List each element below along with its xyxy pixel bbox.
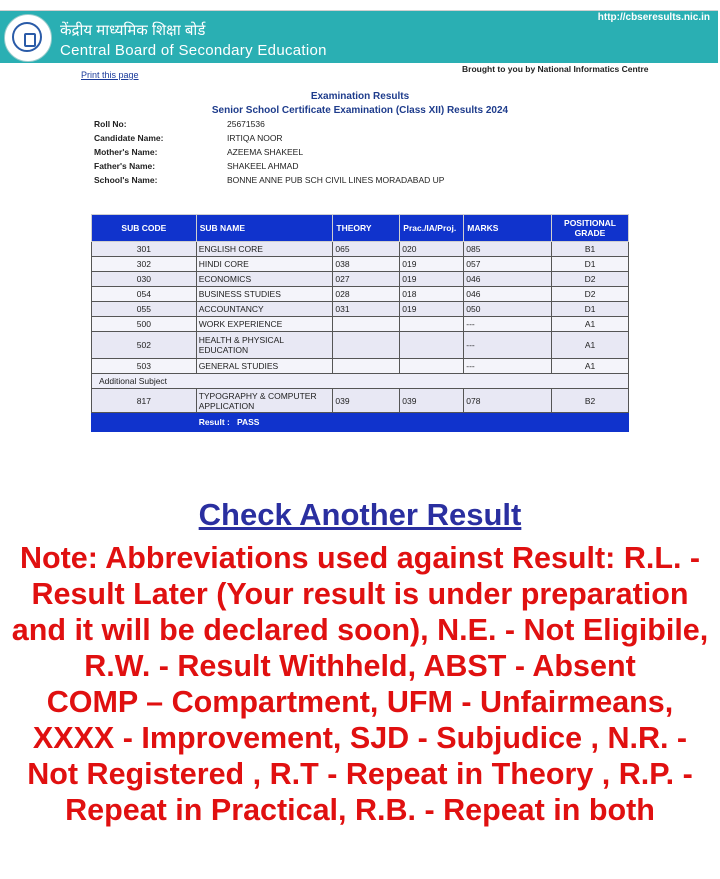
result-cell xyxy=(196,413,628,432)
total-marks: 050 xyxy=(464,302,552,317)
sub-name: HEALTH & PHYSICAL EDUCATION xyxy=(196,332,333,359)
mother-name-label: Mother's Name: xyxy=(94,147,158,157)
total-marks: 085 xyxy=(464,242,552,257)
total-marks: --- xyxy=(464,317,552,332)
col-header-marks: MARKS xyxy=(464,215,552,242)
practical-marks: 019 xyxy=(400,272,464,287)
grade: D2 xyxy=(552,287,629,302)
practical-marks: 019 xyxy=(400,302,464,317)
sub-name: ENGLISH CORE xyxy=(196,242,333,257)
table-row xyxy=(92,332,629,359)
practical-marks xyxy=(400,317,464,332)
sub-code: 503 xyxy=(92,359,197,374)
result-label: Result : xyxy=(198,417,230,427)
sub-code: 055 xyxy=(92,302,197,317)
col-header-theory: THEORY xyxy=(333,215,400,242)
practical-marks xyxy=(400,359,464,374)
roll-number-value: 25671536 xyxy=(227,119,265,129)
practical-marks: 039 xyxy=(400,389,464,413)
sub-code: 301 xyxy=(92,242,197,257)
school-name-value: BONNE ANNE PUB SCH CIVIL LINES MORADABAD UP xyxy=(227,175,445,185)
grade: A1 xyxy=(552,332,629,359)
grade: D1 xyxy=(552,257,629,272)
total-marks: 057 xyxy=(464,257,552,272)
page-title: Examination Results xyxy=(310,91,410,102)
table-row xyxy=(92,242,629,257)
practical-marks: 018 xyxy=(400,287,464,302)
table-row xyxy=(92,257,629,272)
practical-marks: 020 xyxy=(400,242,464,257)
grade: D2 xyxy=(552,272,629,287)
sub-name: HINDI CORE xyxy=(196,257,333,272)
additional-subject-row xyxy=(92,374,629,389)
sub-code: 817 xyxy=(92,389,197,413)
grade: A1 xyxy=(552,359,629,374)
additional-subject-label: Additional Subject xyxy=(92,374,629,389)
cbse-emblem-icon xyxy=(4,14,52,62)
print-page-link[interactable]: Print this page xyxy=(81,70,139,80)
sub-name: WORK EXPERIENCE xyxy=(196,317,333,332)
table-row xyxy=(92,317,629,332)
table-row xyxy=(92,287,629,302)
theory-marks: 031 xyxy=(333,302,400,317)
sub-name: ECONOMICS xyxy=(196,272,333,287)
marks-table xyxy=(91,214,629,432)
father-name-label: Father's Name: xyxy=(94,161,156,171)
note-paragraph-1: Note: Abbreviations used against Result: R.L. - Result Later (Your result is under preparation and it will be declared soon), N.E. - Not Eligibile, R.W. - Result Withheld, ABST - Absent xyxy=(11,541,709,683)
total-marks: 046 xyxy=(464,287,552,302)
total-marks: 078 xyxy=(464,389,552,413)
board-name-hindi: केंद्रीय माध्यमिक शिक्षा बोर्ड xyxy=(60,22,206,39)
theory-marks xyxy=(333,359,400,374)
note-paragraph-2: COMP – Compartment, UFM - Unfairmeans, XXXX - Improvement, SJD - Subjudice , N.R. - Not Registered , R.T - Repeat in Theory , R.P. - Repeat in Practical, R.B. - Repeat in both xyxy=(27,685,693,827)
roll-number-label: Roll No: xyxy=(94,119,127,129)
theory-marks: 028 xyxy=(333,287,400,302)
father-name-value: SHAKEEL AHMAD xyxy=(227,161,299,171)
exam-subtitle: Senior School Certificate Examination (Class XII) Results 2024 xyxy=(211,105,509,116)
col-header-sub-code: SUB CODE xyxy=(92,215,197,242)
brought-by-text: Brought to you by National Informatics Centre xyxy=(462,64,649,74)
site-url[interactable]: http://cbseresults.nic.in xyxy=(597,12,710,23)
theory-marks: 038 xyxy=(333,257,400,272)
table-row xyxy=(92,389,629,413)
theory-marks xyxy=(333,332,400,359)
total-marks: --- xyxy=(464,332,552,359)
sub-code: 500 xyxy=(92,317,197,332)
col-header-grade: POSITIONAL GRADE xyxy=(552,215,629,242)
board-name-english: Central Board of Secondary Education xyxy=(60,42,327,59)
col-header-sub-name: SUB NAME xyxy=(196,215,333,242)
school-name-label: School's Name: xyxy=(94,175,158,185)
table-row xyxy=(92,359,629,374)
mother-name-value: AZEEMA SHAKEEL xyxy=(227,147,304,157)
sub-name: TYPOGRAPHY & COMPUTER APPLICATION xyxy=(196,389,333,413)
candidate-name-value: IRTIQA NOOR xyxy=(227,133,283,143)
theory-marks: 039 xyxy=(333,389,400,413)
check-another-result-container xyxy=(0,497,720,533)
site-header xyxy=(0,10,718,63)
sub-code: 054 xyxy=(92,287,197,302)
grade: A1 xyxy=(552,317,629,332)
sub-name: BUSINESS STUDIES xyxy=(196,287,333,302)
result-row xyxy=(92,413,629,432)
grade: B1 xyxy=(552,242,629,257)
practical-marks xyxy=(400,332,464,359)
theory-marks xyxy=(333,317,400,332)
grade: B2 xyxy=(552,389,629,413)
sub-name: ACCOUNTANCY xyxy=(196,302,333,317)
total-marks: --- xyxy=(464,359,552,374)
table-header-row xyxy=(92,215,629,242)
sub-code: 030 xyxy=(92,272,197,287)
result-value: PASS xyxy=(236,417,260,427)
total-marks: 046 xyxy=(464,272,552,287)
candidate-name-label: Candidate Name: xyxy=(94,133,164,143)
table-row xyxy=(92,302,629,317)
sub-code: 302 xyxy=(92,257,197,272)
abbreviations-note xyxy=(6,540,714,828)
check-another-result-link[interactable]: Check Another Result xyxy=(198,497,522,532)
result-spacer xyxy=(92,413,197,432)
sub-name: GENERAL STUDIES xyxy=(196,359,333,374)
col-header-practical: Prac./IA/Proj. xyxy=(400,215,464,242)
sub-code: 502 xyxy=(92,332,197,359)
table-row xyxy=(92,272,629,287)
theory-marks: 027 xyxy=(333,272,400,287)
theory-marks: 065 xyxy=(333,242,400,257)
practical-marks: 019 xyxy=(400,257,464,272)
grade: D1 xyxy=(552,302,629,317)
